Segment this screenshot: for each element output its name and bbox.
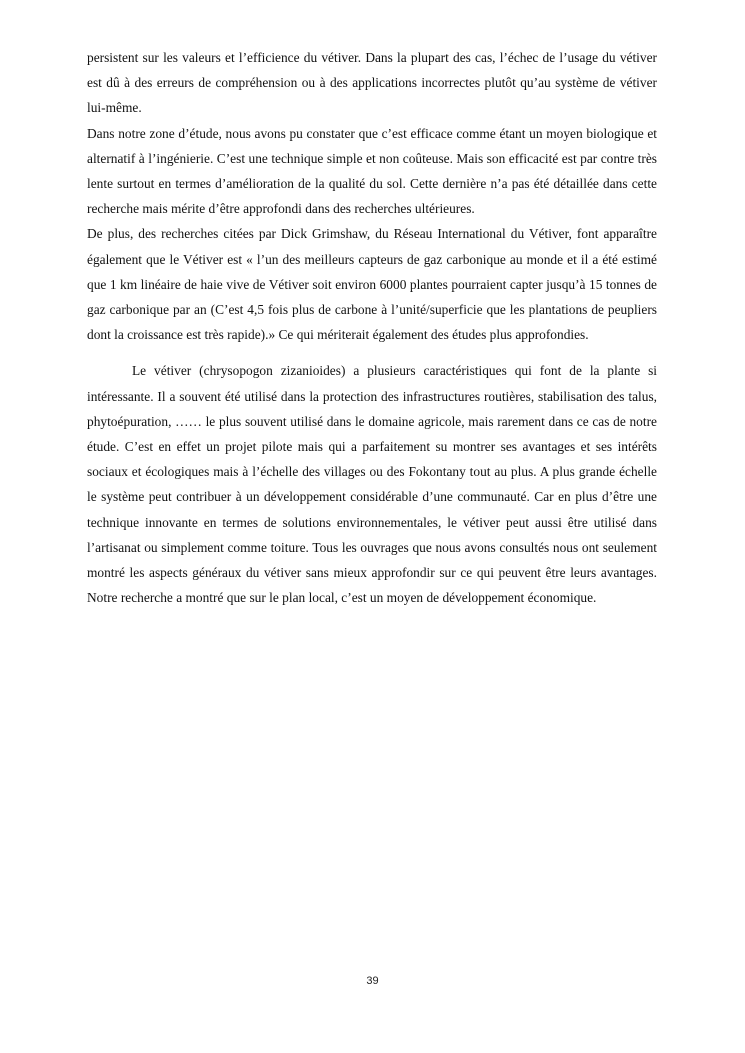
document-page bbox=[87, 45, 657, 610]
paragraph-vetiver-characteristics: Le vétiver (chrysopogon zizanioides) a plusieurs caractéristiques qui font de la plante si intéressante. Il a souvent été utilisé dans la protection des infrastructures routières, stabilisation des talus, phytoépuration, …… le plus souvent utilisé dans le domaine agricole, mais rarement dans ce cas de notre étude. C’est en effet un projet pilote mais qui a parfaitement su montrer ses avantages et ses intérêts sociaux et écologiques mais à l’échelle des villages ou des Fokontany tout au plus. A plus grande échelle le système peut contribuer à un développement considérable d’une communauté. Car en plus d’être une technique innovante en termes de solutions environnementales, le vétiver peut aussi être utilisé dans l’artisanat ou simplement comme toiture. Tous les ouvrages que nous avons consultés nous ont seulement montré les aspects généraux du vétiver sans mieux approfondir sur ce qui peuvent être leurs avantages. Notre recherche a montré que sur le plan local, c’est un moyen de développement économique. bbox=[87, 363, 657, 606]
paragraph-study-zone: Dans notre zone d’étude, nous avons pu constater que c’est efficace comme étant un moyen biologique et alternatif à l’ingénierie. C’est une technique simple et non coûteuse. Mais son efficacité est par contre très lente surtout en termes d’amélioration de la qualité du sol. Cette dernière n’a pas été détaillée dans cette recherche mais mérite d’être approfondi dans des recherches ultérieures. bbox=[87, 125, 657, 217]
page-number: 39 bbox=[366, 975, 379, 987]
paragraph-carbon-capture: De plus, des recherches citées par Dick Grimshaw, du Réseau International du Vétiver, font apparaître également que le Vétiver est « l’un des meilleurs capteurs de gaz carbonique au monde et il a été estimé que 1 km linéaire de haie vive de Vétiver soit environ 6000 plantes pourraient capter jusqu’à 15 tonnes de gaz carbonique par an (C’est 4,5 fois plus de carbone à l’unité/superficie que les plantations de peupliers dont la croissance est très rapide).» Ce qui mériterait également des études plus approfondies. bbox=[87, 226, 657, 343]
paragraph-vetiver-efficiency: persistent sur les valeurs et l’efficience du vétiver. Dans la plupart des cas, l’échec de l’usage du vétiver est dû à des erreurs de compréhension ou à des applications incorrectes plutôt qu’au système de vétiver lui-même. bbox=[87, 50, 657, 116]
